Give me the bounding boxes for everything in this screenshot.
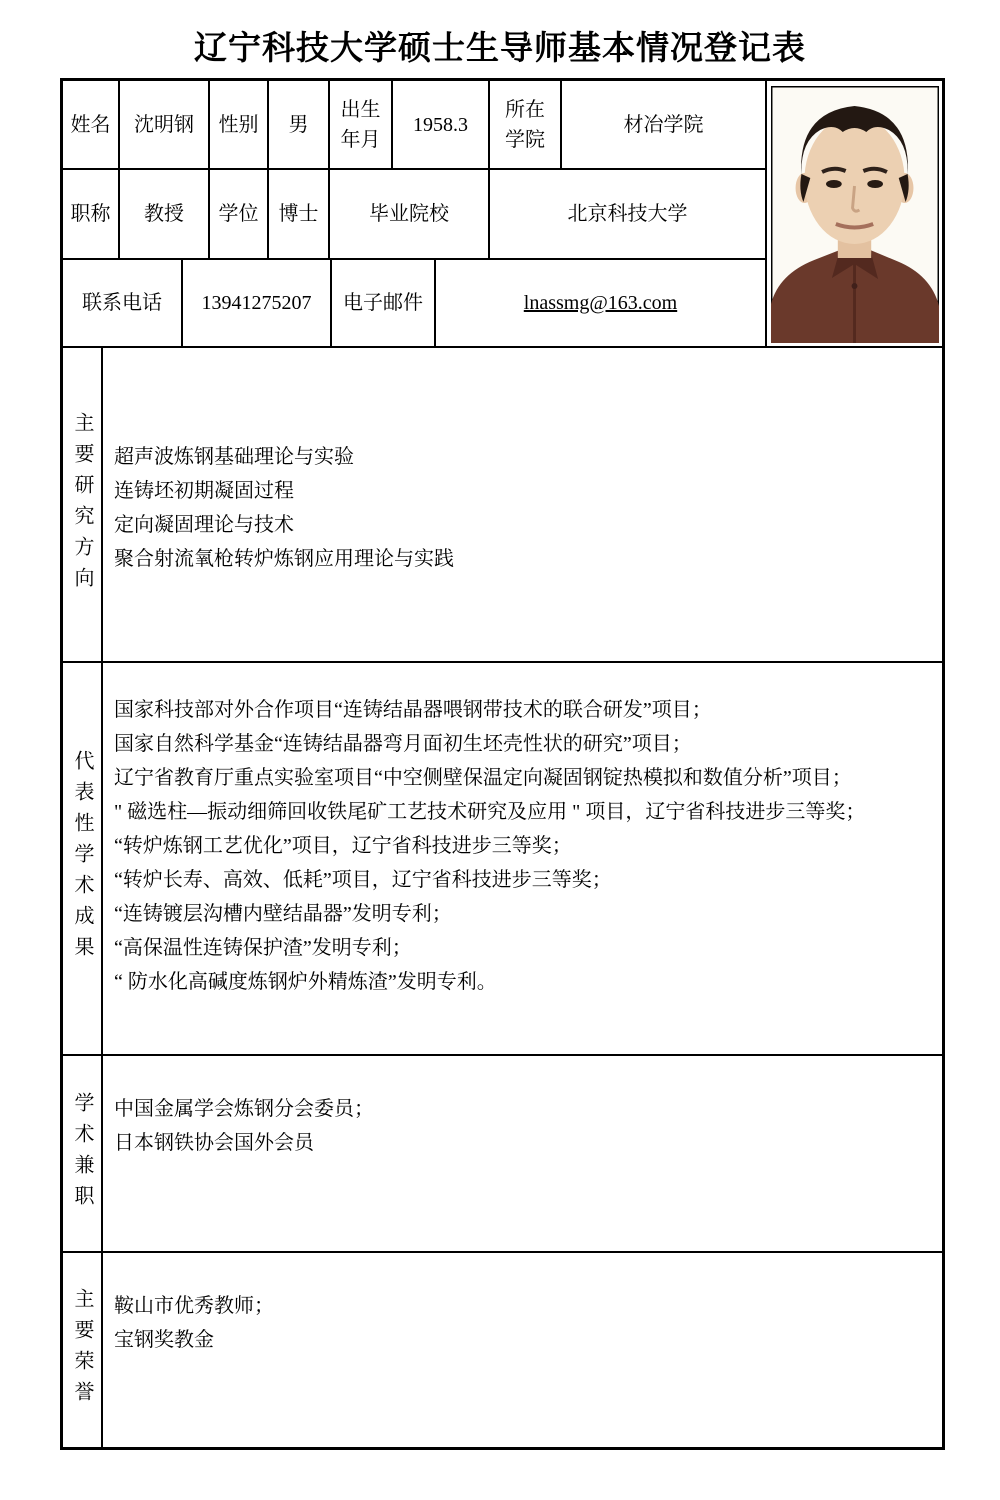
portrait-photo [771, 86, 939, 343]
degree-value: 博士 [269, 170, 330, 258]
content-line: 聚合射流氧枪转炉炼钢应用理论与实践 [114, 548, 454, 570]
form-table [60, 78, 945, 1450]
academic-positions-label-cell [63, 1056, 103, 1251]
content-line: 鞍山市优秀教师； [114, 1295, 274, 1317]
info-row-3 [63, 260, 765, 346]
academic-achievements-content [103, 663, 942, 1054]
content-line: " 磁选柱—振动细筛回收铁尾矿工艺技术研究及应用 " 项目，辽宁省科技进步三等奖； [114, 801, 866, 823]
content-line: 辽宁省教育厅重点实验室项目“中空侧壁保温定向凝固钢锭热模拟和数值分析”项目； [114, 767, 852, 789]
photo-cell [765, 81, 942, 346]
basic-info-grid [63, 81, 765, 346]
content-line: “高保温性连铸保护渣”发明专利； [114, 937, 412, 959]
section-academic-achievements [63, 663, 942, 1056]
email-link[interactable]: lnassmg@163.com [523, 292, 678, 314]
section-main-honors [63, 1253, 942, 1447]
degree-label: 学位 [210, 170, 269, 258]
content-line: 中国金属学会炼钢分会委员； [114, 1098, 374, 1120]
content-line: “转炉炼钢工艺优化”项目，辽宁省科技进步三等奖； [114, 835, 572, 857]
content-line: 连铸坯初期凝固过程 [114, 480, 294, 502]
phone-value: 13941275207 [183, 260, 332, 346]
school-label: 毕业院校 [330, 170, 490, 258]
academic-achievements-label: 代表性学术成果 [71, 750, 93, 967]
content-line: 宝钢奖教金 [114, 1329, 214, 1351]
academic-achievements-label-cell [63, 663, 103, 1054]
main-honors-label-cell [63, 1253, 103, 1447]
content-line: 国家科技部对外合作项目“连铸结晶器喂钢带技术的联合研发”项目； [114, 699, 712, 721]
section-research-directions [63, 348, 942, 663]
content-line: “连铸镀层沟槽内壁结晶器”发明专利； [114, 903, 452, 925]
gender-value: 男 [269, 81, 330, 168]
college-label: 所在学院 [490, 81, 562, 168]
research-directions-label: 主要研究方向 [71, 411, 93, 598]
prof-title-label: 职称 [63, 170, 120, 258]
college-value: 材冶学院 [623, 113, 704, 136]
name-label: 姓名 [63, 81, 120, 168]
content-line: 日本钢铁协会国外会员 [114, 1132, 314, 1154]
main-honors-content [103, 1253, 942, 1447]
gender-label: 性别 [210, 81, 269, 168]
research-directions-content [103, 348, 942, 661]
research-directions-label-cell [63, 348, 103, 661]
prof-title-value: 教授 [120, 170, 210, 258]
school-value: 北京科技大学 [567, 203, 688, 225]
section-academic-positions [63, 1056, 942, 1253]
info-row-1 [63, 81, 765, 170]
face-shape [804, 116, 904, 244]
academic-positions-label: 学术兼职 [71, 1091, 93, 1216]
name-value: 沈明钢 [120, 81, 210, 168]
email-label: 电子邮件 [332, 260, 436, 346]
birth-label: 出生年月 [330, 81, 393, 168]
eye-left [826, 180, 842, 188]
button-shape [852, 283, 858, 289]
content-line: 定向凝固理论与技术 [114, 514, 294, 536]
basic-info-block [63, 81, 942, 348]
page-title: 辽宁科技大学硕士生导师基本情况登记表 [194, 31, 806, 67]
content-line: “ 防水化高碱度炼钢炉外精炼渣”发明专利。 [114, 971, 497, 993]
info-row-2 [63, 170, 765, 260]
birth-value: 1958.3 [393, 81, 490, 168]
content-line: “转炉长寿、高效、低耗”项目，辽宁省科技进步三等奖； [114, 869, 612, 891]
main-honors-label: 主要荣誉 [71, 1288, 93, 1412]
email-cell [436, 260, 765, 346]
eye-right [867, 180, 883, 188]
academic-positions-content [103, 1056, 942, 1251]
content-line: 超声波炼钢基础理论与实验 [114, 446, 354, 468]
content-line: 国家自然科学基金“连铸结晶器弯月面初生坯壳性状的研究”项目； [114, 733, 692, 755]
phone-label: 联系电话 [63, 260, 183, 346]
